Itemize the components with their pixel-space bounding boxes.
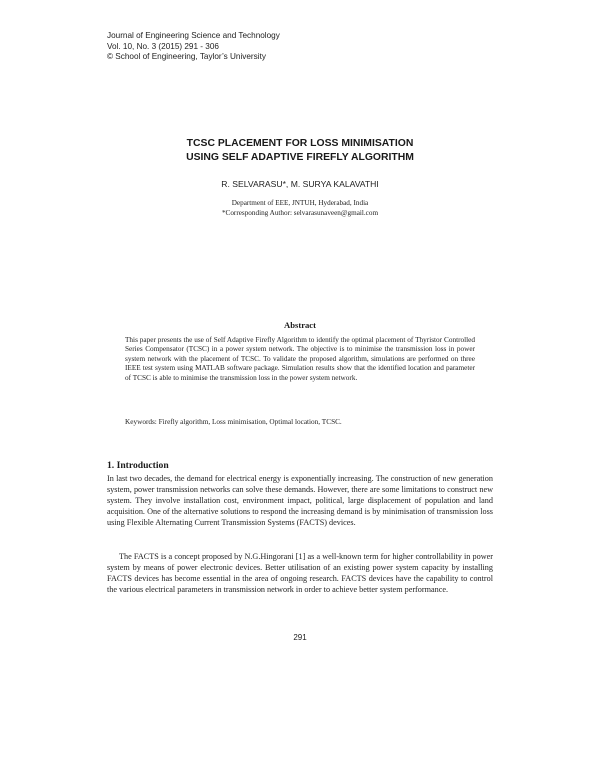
abstract-text: This paper presents the use of Self Adaptive Firefly Algorithm to identify the optimal placement of Thyristor Controlled Series Compensator (TCSC) in a power system network. The objective is to minimise the transmission loss in power system network with the placement of TCSC. To validate the proposed algorithm, simulations are performed on three IEEE test system using MATLAB software package. Simulation results show that the identified location and parameter of TCSC is able to minimise the transmission loss in the power system network. — [125, 336, 475, 382]
corresponding-author: *Corresponding Author: selvarasunaveen@gmail.com — [221, 209, 379, 217]
journal-volume: Vol. 10, No. 3 (2015) 291 - 306 — [107, 41, 219, 51]
paper-title-line-1: TCSC PLACEMENT FOR LOSS MINIMISATION — [186, 138, 414, 149]
journal-copyright: © School of Engineering, Taylor’s University — [107, 52, 266, 62]
section-heading-introduction: 1. Introduction — [107, 460, 169, 471]
page-number: 291 — [293, 633, 307, 642]
intro-paragraph-2: The FACTS is a concept proposed by N.G.Hingorani [1] as a well-known term for higher controllability in power system by means of power electronic devices. Better utilisation of an existing power system capacity by installing FACTS devices has become essential in the area of ongoing research. FACTS devices have the capability to control the various electrical parameters in transmission network in order to achieve better system performance. — [107, 552, 493, 594]
author-list: R. SELVARASU*, M. SURYA KALAVATHI — [221, 179, 379, 189]
journal-name: Journal of Engineering Science and Technology — [107, 31, 280, 40]
paper-title — [0, 137, 600, 164]
keywords: Keywords: Firefly algorithm, Loss minimisation, Optimal location, TCSC. — [125, 418, 342, 426]
affiliation — [0, 198, 600, 218]
department: Department of EEE, JNTUH, Hyderabad, India — [231, 199, 369, 207]
paper-title-line-2: USING SELF ADAPTIVE FIREFLY ALGORITHM — [186, 151, 414, 163]
intro-paragraph-1: In last two decades, the demand for electrical energy is exponentially increasing. The construction of new generation system, power transmission networks can solve these demands. However, there are some limitations to construct new system. They involve installation cost, environment impact, political, large displacement of population and land acquisition. One of the alternative solutions to respond the increasing demand is by minimisation of transmission loss using Flexible Alternating Current Transmission Systems (FACTS) devices. — [107, 474, 493, 527]
abstract-heading: Abstract — [284, 320, 316, 330]
journal-header — [107, 31, 280, 63]
